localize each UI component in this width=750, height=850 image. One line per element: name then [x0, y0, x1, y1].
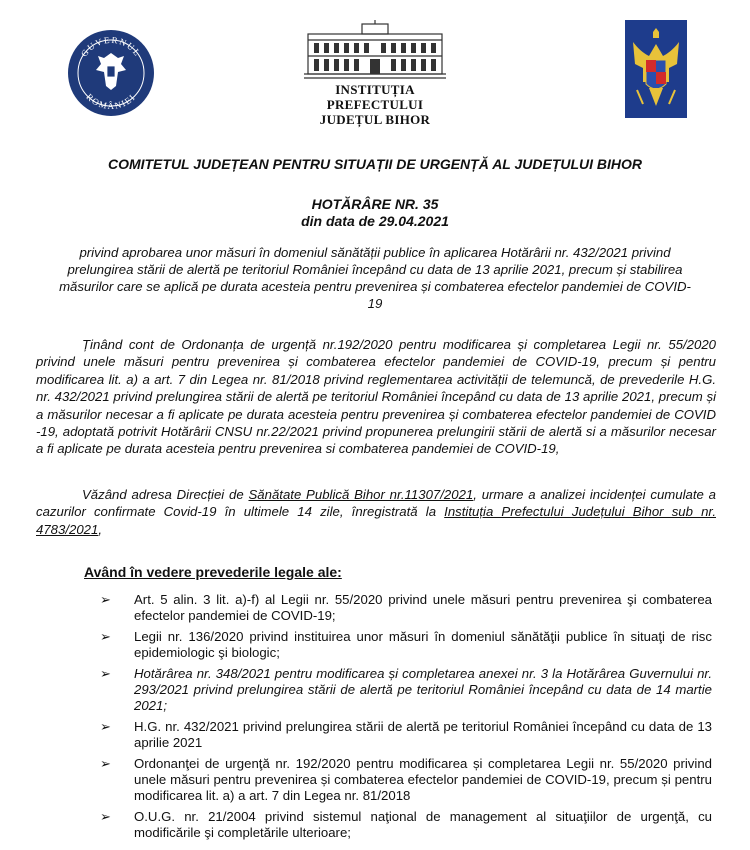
institution-name-line1: INSTITUȚIA PREFECTULUI — [326, 82, 424, 112]
list-item — [100, 666, 712, 715]
list-item — [100, 809, 712, 842]
arrow-bullet-icon: ➢ — [100, 628, 111, 644]
list-item-text: Hotărârea nr. 348/2021 pentru modificarea și completarea anexei nr. 3 la Hotărârea Guvernului nr. 293/2021 privind prelungirea stării de alertă pe teritoriul României începând cu data de 14 martie 2021; — [134, 665, 712, 714]
coat-of-arms-icon — [625, 20, 687, 118]
list-item — [100, 756, 712, 805]
seal-top-text: GUVERNUL — [78, 34, 144, 59]
government-seal-icon — [66, 28, 156, 118]
list-item — [100, 629, 712, 662]
building-logo-icon — [300, 20, 450, 82]
paragraph-text: , — [98, 521, 103, 537]
dsp-address-reference: Sănătate Publică Bihor nr.11307/2021 — [248, 487, 474, 502]
legal-provisions-heading: Având în vedere prevederile legale ale: — [84, 564, 342, 580]
list-item-text: O.U.G. nr. 21/2004 privind sistemul naţional de management al situaţiilor de urgenţă, cu modificările şi completările ulterioare; — [134, 808, 712, 841]
paragraph-text: Văzând adresa Direcției de — [82, 487, 249, 502]
decision-title: HOTĂRÂRE NR. 35 — [311, 196, 439, 212]
arrow-bullet-icon: ➢ — [100, 592, 111, 607]
list-item-text: Legii nr. 136/2020 privind instituirea unor măsuri în domeniul sănătăţii publice în situaţi de risc epidemiologic şi biologic; — [134, 628, 712, 661]
list-item-text: Ordonanţei de urgenţă nr. 192/2020 pentru modificarea și completarea Legii nr. 55/2020 privind unele măsuri pentru prevenirea și combaterea efectelor pandemiei de COVID-19, precum și pentru modificarea lit. a) a art. 7 din Legea nr. 81/2018 — [134, 755, 712, 804]
legal-provisions-list — [100, 592, 712, 846]
seal-bottom-text: ROMÂNIEI — [84, 91, 138, 112]
committee-title: COMITETUL JUDEȚEAN PENTRU SITUAȚII DE URGENȚĂ AL JUDEȚULUI BIHOR — [107, 156, 643, 172]
decision-subject: privind aprobarea unor măsuri în domeniul sănătății publice în aplicarea Hotărârii nr. 432/2021 privind prelungirea stării de alertă pe teritoriul României începând cu data de 13 aprilie 2021, precum și stabilirea măsurilor care se aplică pe durata acesteia pentru prevenirea și combaterea efectelor pandemiei de COVID-19 — [59, 245, 691, 311]
list-item-text: Art. 5 alin. 3 lit. a)-f) al Legii nr. 55/2020 privind unele măsuri pentru prevenirea şi combaterea efectelor pandemiei de COVID-19; — [134, 592, 712, 624]
arrow-bullet-icon: ➢ — [100, 808, 111, 824]
paragraph-considering: Ținând cont de Ordonanța de urgență nr.192/2020 pentru modificarea și completarea Legii nr. 55/2020 privind unele măsuri pentru prevenirea și combaterea efectelor pandemiei de COVID-19, precum și pentru modificarea lit. a) a art. 7 din Legea nr. 81/2018 privind reglementarea activității de telemuncă, de prevederile H.G. nr. 432/2021 privind prelungirea stării de alertă pe teritoriul României începând cu data de 13 aprilie 2021, precum și a măsurilor necesar a fi aplicate pe durata acesteia pentru prevenirea și combaterea efectelor pandemiei de COVID -19, adoptată potrivit Hotărârii CNSU nr.22/2021 privind propunerea prelungirii stării de alertă si a măsurilor necesar a fi aplicate pe durata acesteia pentru prevenirea si combaterea pandemiei de COVID-19, — [36, 337, 716, 457]
paragraph-text: , urmare a analizei incidenței cumulate a cazurilor confirmate Covid-19 în ultimele 14 zile, înregistrată la — [36, 487, 717, 520]
institution-name-line2: JUDEȚUL BIHOR — [319, 112, 431, 127]
decision-header — [0, 196, 750, 230]
arrow-bullet-icon: ➢ — [100, 755, 111, 771]
arrow-bullet-icon: ➢ — [100, 718, 111, 734]
list-item — [100, 719, 712, 752]
prefecture-registration-reference: Instituția Prefectului Județului Bihor sub nr. 4783/2021 — [36, 504, 716, 537]
list-item — [100, 592, 712, 625]
decision-date: din data de 29.04.2021 — [301, 213, 449, 229]
paragraph-having-seen — [36, 486, 716, 538]
institution-logo — [295, 20, 455, 127]
list-item-text: H.G. nr. 432/2021 privind prelungirea stării de alertă pe teritoriul României începând cu data de 13 aprilie 2021 — [134, 718, 712, 751]
arrow-bullet-icon: ➢ — [100, 665, 111, 681]
